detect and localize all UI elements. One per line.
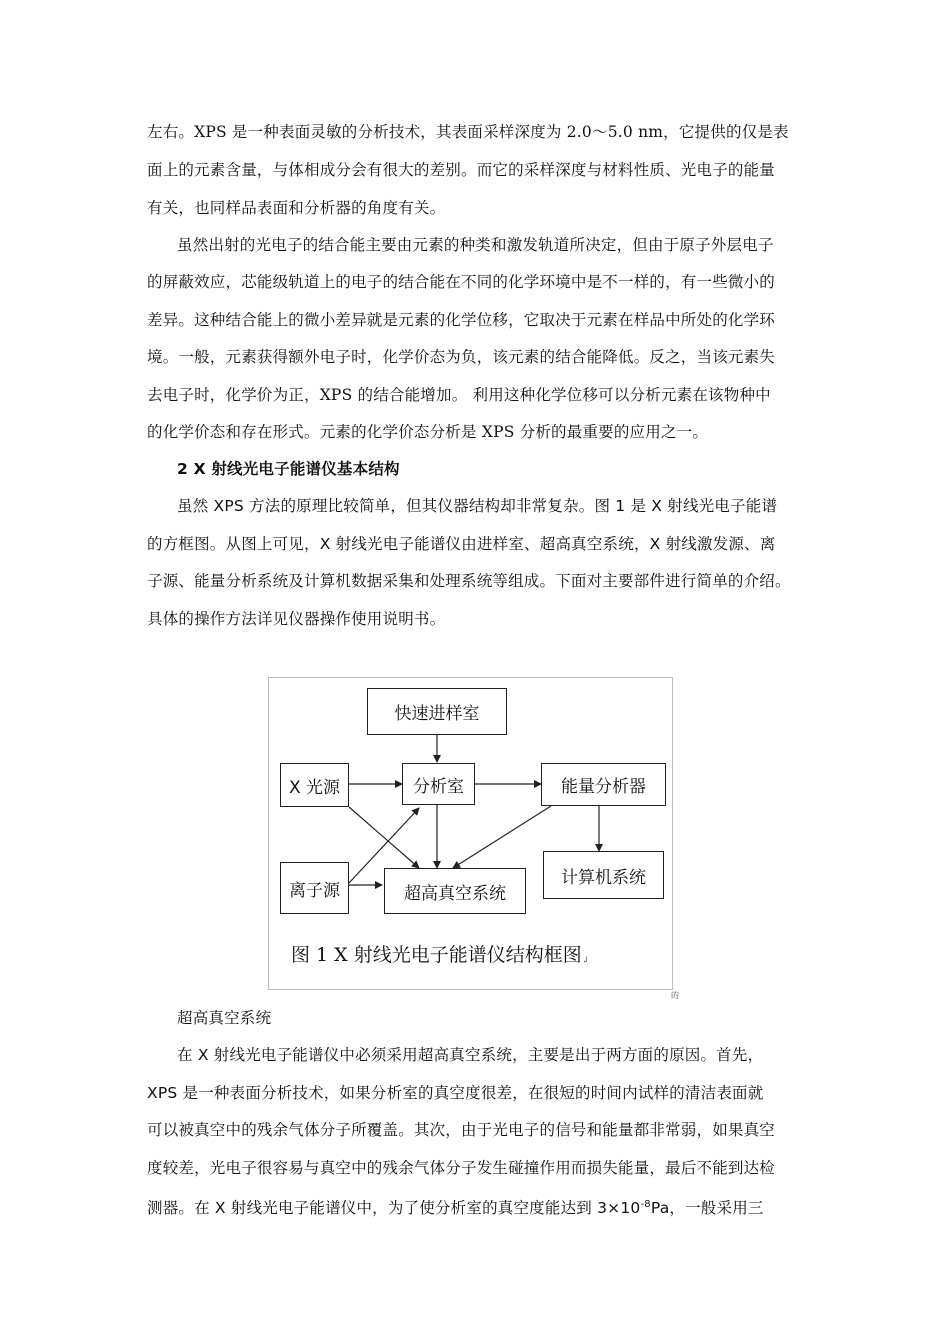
p3-line-4: 具体的操作方法详见仪器操作使用说明书。 — [147, 610, 446, 628]
p2-line-3: 差异。这种结合能上的微小差异就是元素的化学位移，它取决于元素在样品中所处的化学环 — [147, 311, 776, 329]
arrow-xray-to-uhv — [349, 807, 419, 868]
box-fast-entry-chamber: 快速进样室 — [367, 688, 507, 735]
p4-line-5-before: 测器。在 X 射线光电子能谱仪中，为了使分析室的真空度能达到 3×10 — [147, 1199, 641, 1217]
box-ion-source: 离子源 — [280, 862, 349, 914]
box-energy-analyzer: 能量分析器 — [541, 763, 666, 806]
p2-line-4: 境。一般，元素获得额外电子时，化学价态为负，该元素的结合能降低。反之，当该元素失 — [147, 348, 776, 366]
figure-under-mark: 的 — [671, 991, 679, 1000]
p4-line-5 — [147, 1195, 807, 1218]
subheading-uhv: 超高真空系统 — [177, 1009, 272, 1027]
p2-line-2: 的屏蔽效应，芯能级轨道上的电子的结合能在不同的化学环境中是不一样的，有一些微小的 — [147, 273, 776, 291]
box-uhv-system: 超高真空系统 — [384, 868, 526, 914]
figure-block-diagram — [268, 677, 673, 990]
p4-line-5-after: Pa，一般采用三 — [650, 1199, 764, 1217]
box-xray-source: X 光源 — [280, 763, 349, 807]
p4-line-3: 可以被真空中的残余气体分子所覆盖。其次，由于光电子的信号和能量都非常弱，如果真空 — [147, 1121, 776, 1139]
p4-line-4: 度较差，光电子很容易与真空中的残余气体分子发生碰撞作用而损失能量，最后不能到达检 — [147, 1159, 776, 1177]
p2-line-1: 虽然出射的光电子的结合能主要由元素的种类和激发轨道所决定，但由于原子外层电子 — [177, 236, 774, 254]
figure-caption — [291, 940, 671, 967]
p1-line-3: 有关，也同样品表面和分析器的角度有关。 — [147, 199, 446, 217]
arrow-analyzer-to-uhv — [453, 806, 551, 868]
p4-line-1: 在 X 射线光电子能谱仪中必须采用超高真空系统，主要是出于两方面的原因。首先， — [177, 1046, 764, 1064]
exponent: -8 — [640, 1199, 651, 1210]
p3-line-2: 的方框图。从图上可见，X 射线光电子能谱仪由进样室、超高真空系统，X 射线激发源、离 — [147, 535, 776, 553]
box-analysis-chamber: 分析室 — [402, 763, 475, 805]
p3-line-3: 子源、能量分析系统及计算机数据采集和处理系统等组成。下面对主要部件进行简单的介绍。 — [147, 572, 791, 590]
p3-line-1: 虽然 XPS 方法的原理比较简单，但其仪器结构却非常复杂。图 1 是 X 射线光电子能谱 — [177, 497, 778, 515]
figure-caption-text: 图 1 X 射线光电子能谱仪结构框图 — [291, 944, 582, 966]
p2-line-5: 去电子时，化学价为正，XPS 的结合能增加。 利用这种化学位移可以分析元素在该物种中 — [147, 386, 771, 404]
p2-line-6: 的化学价态和存在形式。元素的化学价态分析是 XPS 分析的最重要的应用之一。 — [147, 423, 709, 441]
paragraph-mark-icon: ↲ — [581, 956, 590, 966]
p1-line-2: 面上的元素含量，与体相成分会有很大的差别。而它的采样深度与材料性质、光电子的能量 — [147, 161, 776, 179]
section-heading: 2 X 射线光电子能谱仪基本结构 — [177, 460, 400, 478]
p1-line-1: 左右。XPS 是一种表面灵敏的分析技术，其表面采样深度为 2.0～5.0 nm，它提供的仅是表 — [147, 123, 789, 141]
box-computer-system: 计算机系统 — [543, 851, 664, 899]
p4-line-2: XPS 是一种表面分析技术，如果分析室的真空度很差，在很短的时间内试样的清洁表面就 — [147, 1084, 764, 1102]
